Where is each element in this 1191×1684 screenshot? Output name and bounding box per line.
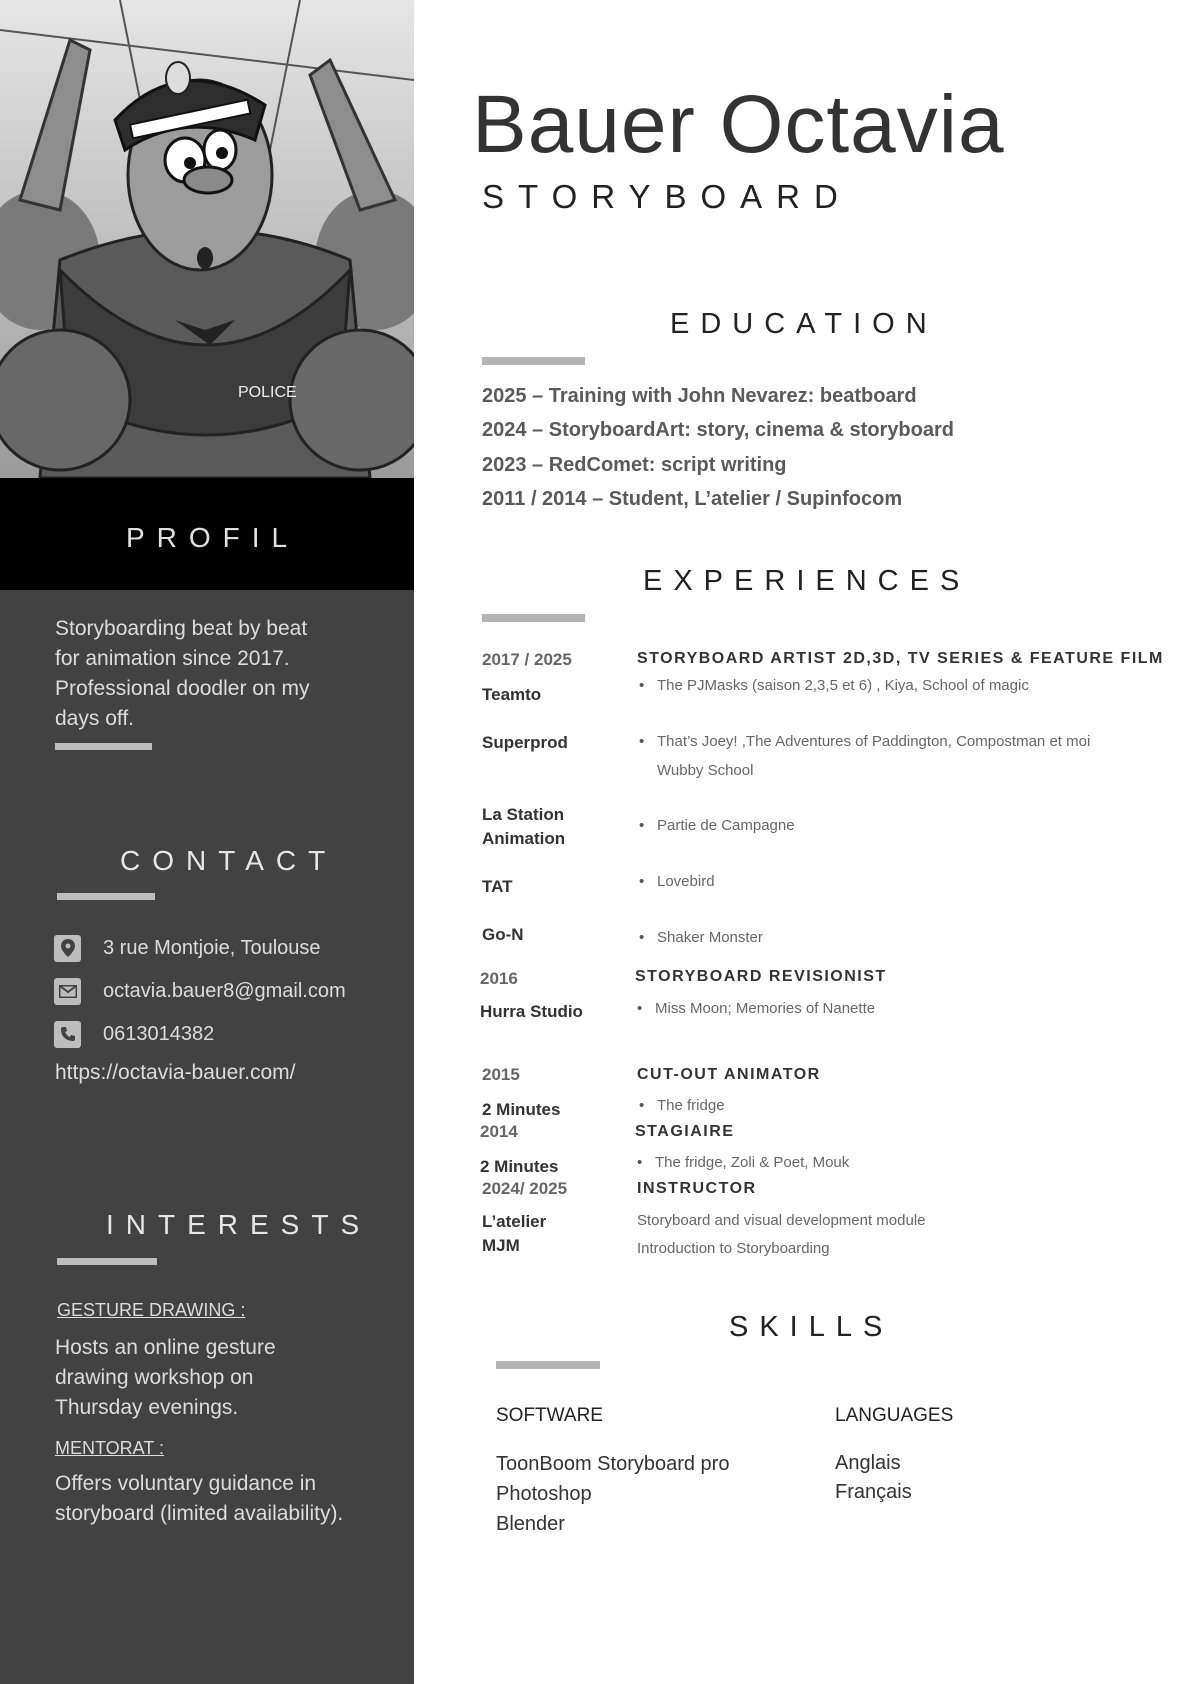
map-pin-icon	[54, 935, 81, 962]
phone-icon	[54, 1021, 81, 1048]
exp-role: STORYBOARD REVISIONIST	[635, 968, 887, 985]
languages-heading: LANGUAGES	[835, 1405, 954, 1426]
exp-studio: 2 Minutes	[480, 1157, 559, 1176]
exp-bullet: • Lovebird	[657, 868, 715, 896]
software-heading: SOFTWARE	[496, 1405, 603, 1426]
exp-studio-line: MJM	[482, 1236, 520, 1255]
language-item: Français	[835, 1481, 912, 1503]
exp-years: 2014	[480, 1122, 518, 1141]
profil-heading: PROFIL	[126, 522, 300, 553]
exp-role: STORYBOARD ARTIST 2D,3D, TV SERIES & FEATURE FILM	[637, 650, 1164, 667]
exp-studio	[482, 1210, 546, 1258]
exp-detail: Introduction to Storyboarding	[637, 1240, 830, 1257]
address-text: 3 rue Montjoie, Toulouse	[103, 936, 321, 959]
exp-detail: Storyboard and visual development module	[637, 1212, 926, 1229]
phone-text[interactable]: 0613014382	[103, 1022, 215, 1045]
exp-bullet: • The fridge	[657, 1092, 725, 1120]
education-heading: EDUCATION	[670, 308, 938, 340]
portrait-illustration	[0, 0, 414, 478]
contact-address	[54, 934, 321, 962]
exp-years: 2015	[482, 1065, 520, 1084]
interest-line: Thursday evenings.	[55, 1396, 239, 1419]
exp-studio: Go-N	[482, 925, 524, 944]
exp-studio: Hurra Studio	[480, 1002, 583, 1021]
interests-divider	[57, 1258, 157, 1265]
education-item: 2024 – StoryboardArt: story, cinema & storyboard	[482, 419, 954, 441]
software-item: Blender	[496, 1513, 565, 1535]
software-item: ToonBoom Storyboard pro	[496, 1453, 730, 1475]
contact-email[interactable]	[54, 977, 346, 1005]
exp-bullet-continued: Wubby School	[657, 762, 754, 779]
contact-heading: CONTACT	[120, 845, 338, 876]
education-item: 2011 / 2014 – Student, L’atelier / Supinfocom	[482, 488, 903, 510]
contact-divider	[57, 893, 155, 900]
profil-line: days off.	[55, 707, 134, 730]
software-item: Photoshop	[496, 1483, 592, 1505]
exp-studio-line: L’atelier	[482, 1212, 547, 1231]
envelope-icon	[54, 978, 81, 1005]
interest-title: MENTORAT :	[55, 1438, 165, 1458]
profil-divider	[55, 743, 152, 750]
interest-line: storyboard (limited availability).	[55, 1502, 344, 1525]
exp-studio: Superprod	[482, 733, 568, 752]
website-link[interactable]: https://octavia-bauer.com/	[55, 1061, 296, 1084]
exp-studio: 2 Minutes	[482, 1100, 561, 1119]
interest-text	[55, 1333, 276, 1423]
exp-bullet: • The fridge, Zoli & Poet, Mouk	[655, 1149, 849, 1177]
exp-role: INSTRUCTOR	[637, 1180, 757, 1197]
education-divider	[482, 357, 585, 365]
education-item: 2025 – Training with John Nevarez: beatboard	[482, 385, 917, 407]
candidate-role: STORYBOARD	[482, 178, 852, 215]
candidate-name: Bauer Octavia	[472, 79, 1005, 170]
exp-bullet: • That’s Joey! ,The Adventures of Paddington, Compostman et moi	[657, 728, 1090, 756]
interest-line: Hosts an online gesture	[55, 1336, 276, 1359]
portrait-badge-text: POLICE	[238, 384, 297, 401]
profil-text	[55, 614, 309, 734]
interest-text	[55, 1469, 343, 1529]
skills-heading: SKILLS	[729, 1311, 894, 1343]
exp-years: 2024/ 2025	[482, 1179, 568, 1198]
interest-line: Offers voluntary guidance in	[55, 1472, 317, 1495]
exp-bullet: • Shaker Monster	[657, 924, 763, 952]
experiences-divider	[482, 614, 585, 622]
interest-line: drawing workshop on	[55, 1366, 254, 1389]
exp-role: CUT-OUT ANIMATOR	[637, 1066, 821, 1083]
exp-studio	[482, 803, 565, 851]
education-item: 2023 – RedComet: script writing	[482, 454, 787, 476]
exp-studio-line: La Station	[482, 805, 565, 824]
exp-studio-line: Animation	[482, 829, 566, 848]
exp-years: 2016	[480, 969, 518, 988]
exp-bullet: • Partie de Campagne	[657, 812, 795, 840]
exp-studio: TAT	[482, 877, 513, 896]
exp-bullet: • The PJMasks (saison 2,3,5 et 6) , Kiya, School of magic	[657, 672, 1029, 700]
interest-title: GESTURE DRAWING :	[57, 1300, 246, 1320]
profil-line: for animation since 2017.	[55, 647, 290, 670]
email-text[interactable]: octavia.bauer8@gmail.com	[103, 979, 346, 1002]
exp-studio: Teamto	[482, 685, 542, 704]
experiences-heading: EXPERIENCES	[643, 565, 971, 597]
exp-years: 2017 / 2025	[482, 650, 572, 669]
interests-heading: INTERESTS	[106, 1209, 372, 1240]
contact-phone[interactable]	[54, 1020, 214, 1048]
profil-line: Storyboarding beat by beat	[55, 617, 308, 640]
skills-divider	[496, 1361, 600, 1369]
profil-line: Professional doodler on my	[55, 677, 310, 700]
exp-role: STAGIAIRE	[635, 1123, 735, 1140]
language-item: Anglais	[835, 1452, 901, 1474]
exp-bullet: • Miss Moon; Memories of Nanette	[655, 995, 875, 1023]
